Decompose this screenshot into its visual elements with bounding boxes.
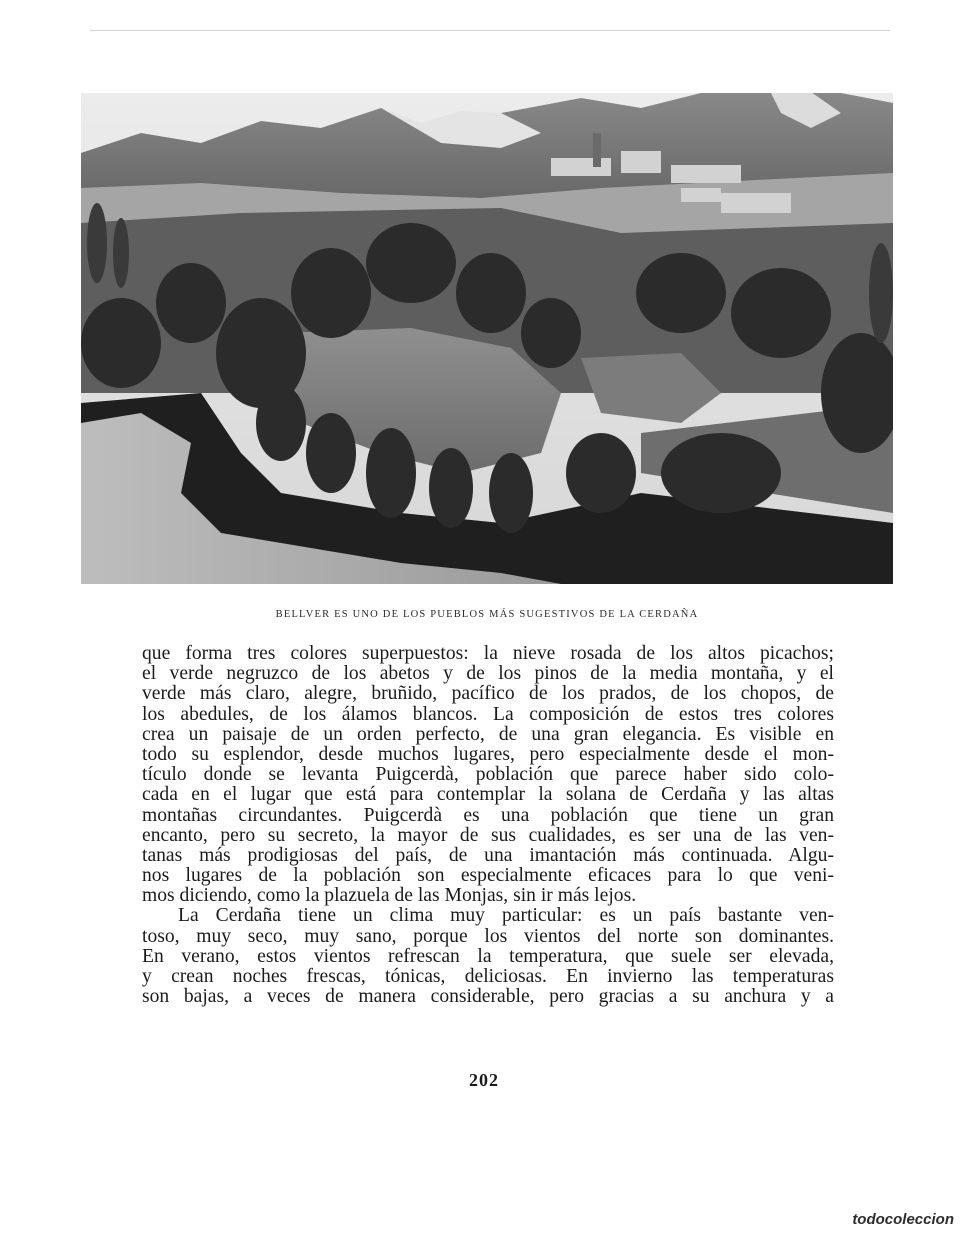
text-line: encanto, pero su secreto, la mayor de sus cualidades, es ser una de las ven- [142,824,834,846]
text-line: tículo donde se levanta Puigcerdà, población que parece haber sido colo- [142,764,834,786]
body-text [142,644,834,1007]
text-line: todo su esplendor, desde muchos lugares, pero especialmente desde el mon- [142,743,834,765]
text-line: los abedules, de los álamos blancos. La composición de estos tres colores [142,703,834,725]
page-number: 202 [469,1070,499,1090]
text-line: el verde negruzco de los abetos y de los pinos de la media montaña, y el [142,663,834,685]
text-line: y crean noches frescas, tónicas, deliciosas. En invierno las temperaturas [142,966,834,987]
text-line: crea un paisaje de un orden perfecto, de una gran elegancia. Es visible en [142,723,834,745]
text-line: En verano, estos vientos refrescan la temperatura, que suele ser elevada, [142,945,834,967]
photo-caption: BELLVER ES UNO DE LOS PUEBLOS MÁS SUGESTIVOS DE LA CERDAÑA [275,609,699,620]
watermark: todocoleccion [852,1211,954,1228]
text-line: son bajas, a veces de manera considerable, pero gracias a su anchura y a [142,986,834,1008]
text-line: mos diciendo, como la plazuela de las Monjas, sin ir más lejos. [142,885,637,907]
text-line: que forma tres colores superpuestos: la nieve rosada de los altos picachos; [142,643,834,664]
text-line: toso, muy seco, muy sano, porque los vientos del norte son dominantes. [142,925,834,947]
text-line: nos lugares de la población son especialmente eficaces para lo que veni- [142,865,834,887]
text-line: montañas circundantes. Puigcerdà es una población que tiene un gran [142,804,834,826]
text-line: tanas más prodigiosas del país, de una imantación más continuada. Algu- [142,844,834,866]
text-line: verde más claro, alegre, bruñido, pacífico de los prados, de los chopos, de [142,683,834,705]
top-rule [90,30,890,31]
landscape-photo-illustration [81,93,893,584]
text-line: cada en el lugar que está para contemplar la solana de Cerdaña y las altas [142,784,834,806]
landscape-photo [81,93,893,584]
text-line: La Cerdaña tiene un clima muy particular: es un país bastante ven- [178,905,834,927]
